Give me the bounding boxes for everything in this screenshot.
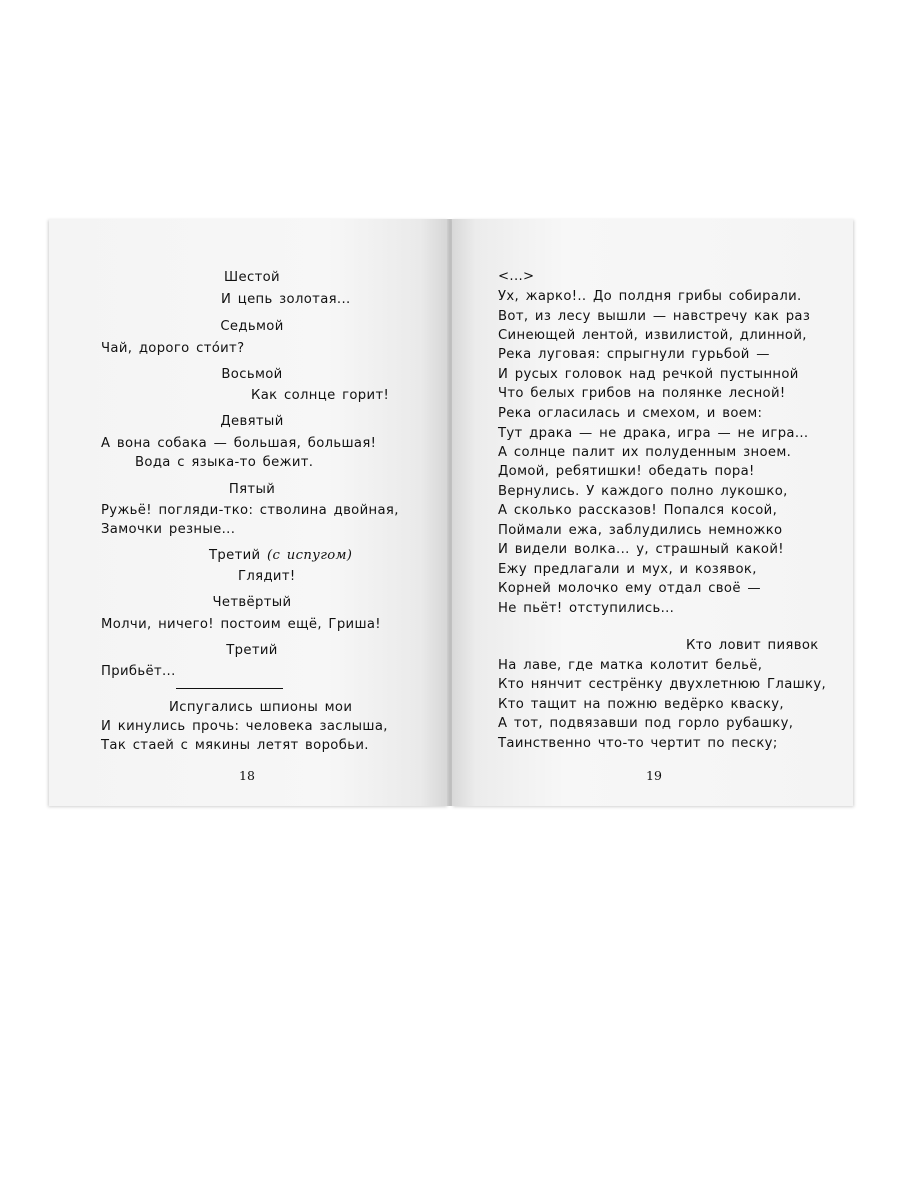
verse-line: Чай, дорого сто́ит? <box>101 341 245 356</box>
left-page <box>49 219 448 806</box>
verse-line: Ух, жарко!.. До полдня грибы собирали. <box>498 289 802 304</box>
verse-line: Домой, ребятишки! обедать пора! <box>498 464 755 479</box>
verse-line: И русых головок над речкой пустынной <box>498 367 799 382</box>
verse-line: Поймали ежа, заблудились немножко <box>498 523 783 538</box>
page-number: 19 <box>646 768 662 783</box>
verse-line: Глядит! <box>238 569 296 584</box>
verse-line: Вода с языка-то бежит. <box>135 455 314 470</box>
verse-line: <...> <box>498 269 535 284</box>
speaker-label: Шестой <box>224 270 280 285</box>
verse-line: Что белых грибов на полянке лесной! <box>498 386 786 401</box>
verse-line: Замочки резные... <box>101 522 236 537</box>
verse-line: Синеющей лентой, извилистой, длинной, <box>498 328 807 343</box>
verse-line: А солнце палит их полуденным зноем. <box>498 445 792 460</box>
verse-line: Испугались шпионы мои <box>169 700 353 715</box>
verse-line: А сколько рассказов! Попался косой, <box>498 503 778 518</box>
verse-line: Река огласилась и смехом, и воем: <box>498 406 763 421</box>
speaker-label: Пятый <box>228 482 276 497</box>
verse-line: Таинственно что-то чертит по песку; <box>498 736 778 751</box>
verse-line: Вот, из лесу вышли — навстречу как раз <box>498 309 811 324</box>
verse-line: Вернулись. У каждого полно лукошко, <box>498 484 788 499</box>
verse-line: Так стаей с мякины летят воробьи. <box>101 738 369 753</box>
verse-line: Кто тащит на пожню ведёрко кваску, <box>498 697 784 712</box>
speaker-name: Третий <box>209 548 261 563</box>
verse-line: Ружьё! погляди-тко: стволина двойная, <box>101 503 399 518</box>
book-spread <box>49 219 853 806</box>
verse-line: Не пьёт! отступились... <box>498 601 675 616</box>
speaker-label: Девятый <box>220 414 284 429</box>
speaker-label: Восьмой <box>221 367 283 382</box>
verse-line: А вона собака — большая, большая! <box>101 436 377 451</box>
verse-line: И цепь золотая... <box>221 292 351 307</box>
verse-line: И кинулись прочь: человека заслыша, <box>101 719 388 734</box>
speaker-label: Четвёртый <box>212 595 292 610</box>
verse-line: Как солнце горит! <box>251 388 390 403</box>
verse-line: И видели волка... у, страшный какой! <box>498 542 784 557</box>
speaker-label: Третий <box>226 643 278 658</box>
verse-line: Корней молочко ему отдал своё — <box>498 581 761 596</box>
verse-line: Река луговая: спрыгнули гурьбой — <box>498 347 770 362</box>
verse-line: А тот, подвязавши под горло рубашку, <box>498 716 794 731</box>
verse-line: Кто ловит пиявок <box>686 638 819 653</box>
verse-line: Ежу предлагали и мух, и козявок, <box>498 562 757 577</box>
stage-direction: (с испугом) <box>267 548 353 563</box>
page-number: 18 <box>239 768 255 783</box>
verse-line: Тут драка — не драка, игра — не игра... <box>498 426 809 441</box>
speaker-label <box>209 546 352 565</box>
right-page <box>452 219 853 806</box>
section-divider <box>176 688 283 689</box>
verse-line: На лаве, где матка колотит бельё, <box>498 658 763 673</box>
verse-line: Кто нянчит сестрёнку двухлетнюю Глашку, <box>498 677 827 692</box>
speaker-label: Седьмой <box>220 319 284 334</box>
verse-line: Прибьёт... <box>101 664 176 679</box>
verse-line: Молчи, ничего! постоим ещё, Гриша! <box>101 617 381 632</box>
